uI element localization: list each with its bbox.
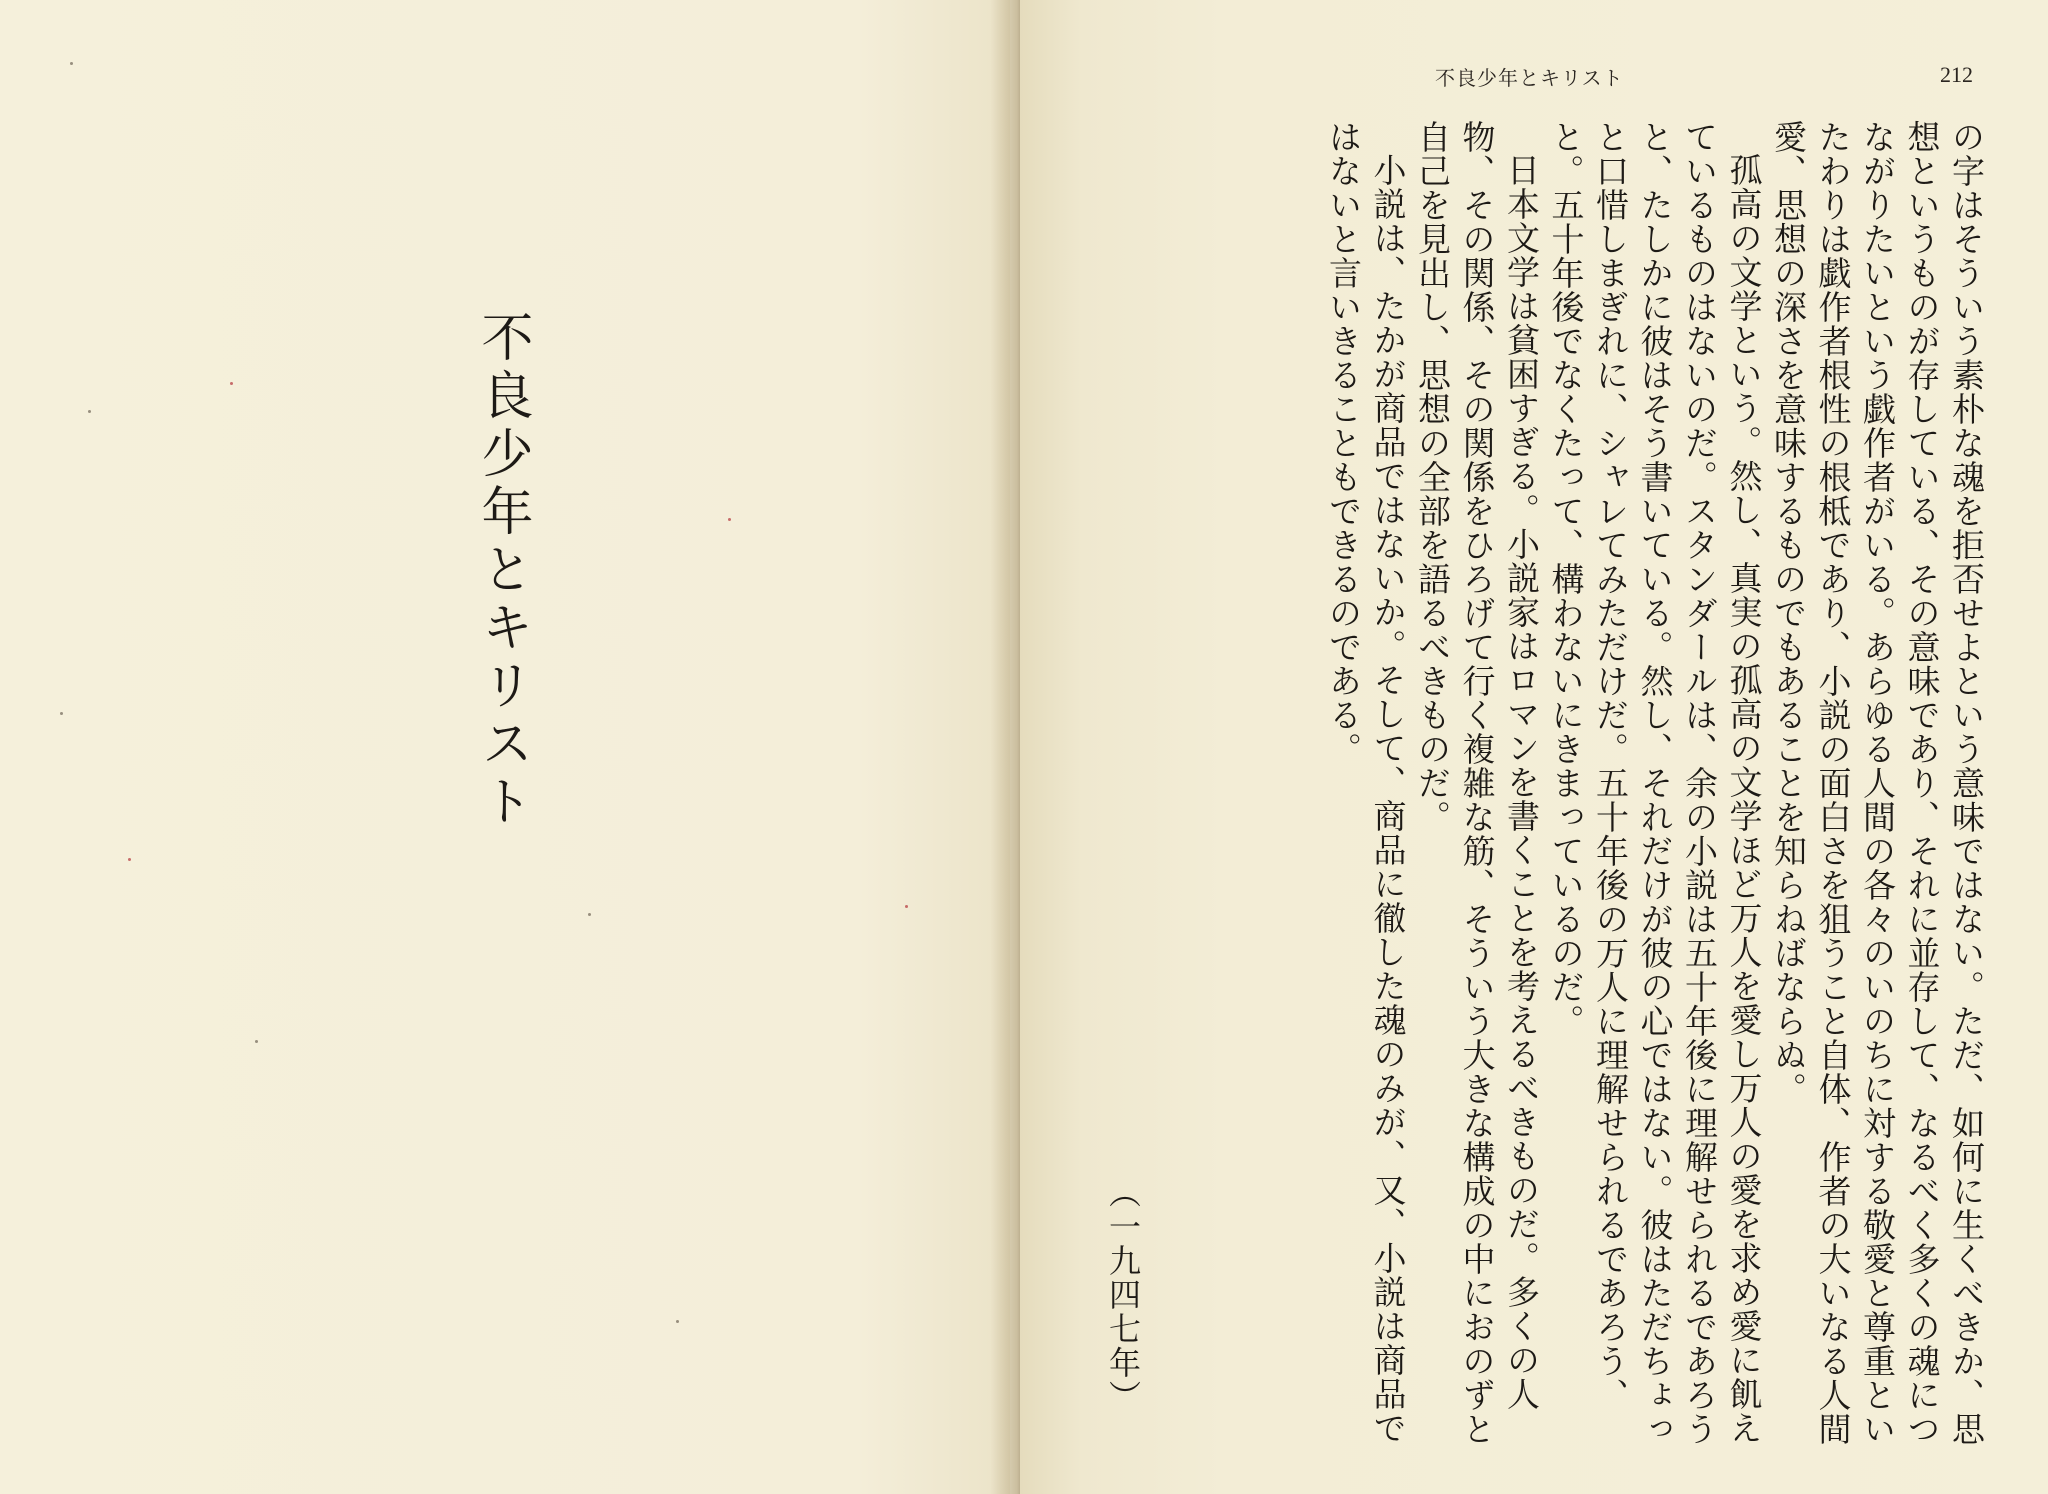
body-text: [1321, 120, 1989, 1460]
paragraph: 小説は、たかが商品ではないか。そして、商品に徹した魂のみが、又、小説は商品ではないと言いきることもできるのである。: [1324, 120, 1408, 1445]
paper-speck: [676, 1320, 679, 1323]
paper-speck: [728, 518, 731, 521]
chapter-title: 不良少年とキリスト: [472, 310, 532, 832]
running-head: 不良少年とキリスト: [1435, 66, 1624, 90]
paper-speck: [128, 858, 131, 861]
paper-speck: [88, 410, 91, 413]
page-number: 212: [1940, 62, 1973, 87]
paragraph: 孤高の文学という。然し、真実の孤高の文学ほど万人を愛し万人の愛を求め愛に飢えているものはないのだ。スタンダールは、余の小説は五十年後に理解せられるであろうと、たしかに彼はそう書いている。然し、それだけが彼の心ではない。彼はただちょっと口惜しまぎれに、シャレてみただけだ。五十年後の万人に理解せられるであろう、と。五十年後でなくたって、構わないにきまっているのだ。: [1546, 120, 1764, 1446]
date-note: （一九四七年）: [1104, 1176, 1142, 1414]
paper-speck: [70, 62, 73, 65]
paper-speck: [905, 905, 908, 908]
paragraph: 日本文学は貧困すぎる。小説家はロマンを書くことを考えるべきものだ。多くの人物、その関係、その関係をひろげて行く複雑な筋、そういう大きな構成の中におのずと自己を見出し、思想の全部を語るべきものだ。: [1413, 120, 1541, 1446]
paragraph: の字はそういう素朴な魂を拒否せよという意味ではない。ただ、如何に生くべきか、思想というものが存している、その意味であり、それに並存して、なるべく多くの魂につながりたいという戯作者がいる。あらゆる人間の各々のいのちに対する敬愛と尊重といたわりは戯作者根性の根柢であり、小説の面白さを狙うこと自体、作者の大いなる人間愛、思想の深さを意味するものでもあることを知らねばならぬ。: [1769, 120, 1986, 1446]
left-page: [0, 0, 1010, 1494]
paper-speck: [588, 913, 591, 916]
paper-speck: [255, 1040, 258, 1043]
paper-speck: [60, 712, 63, 715]
paper-speck: [230, 382, 233, 385]
